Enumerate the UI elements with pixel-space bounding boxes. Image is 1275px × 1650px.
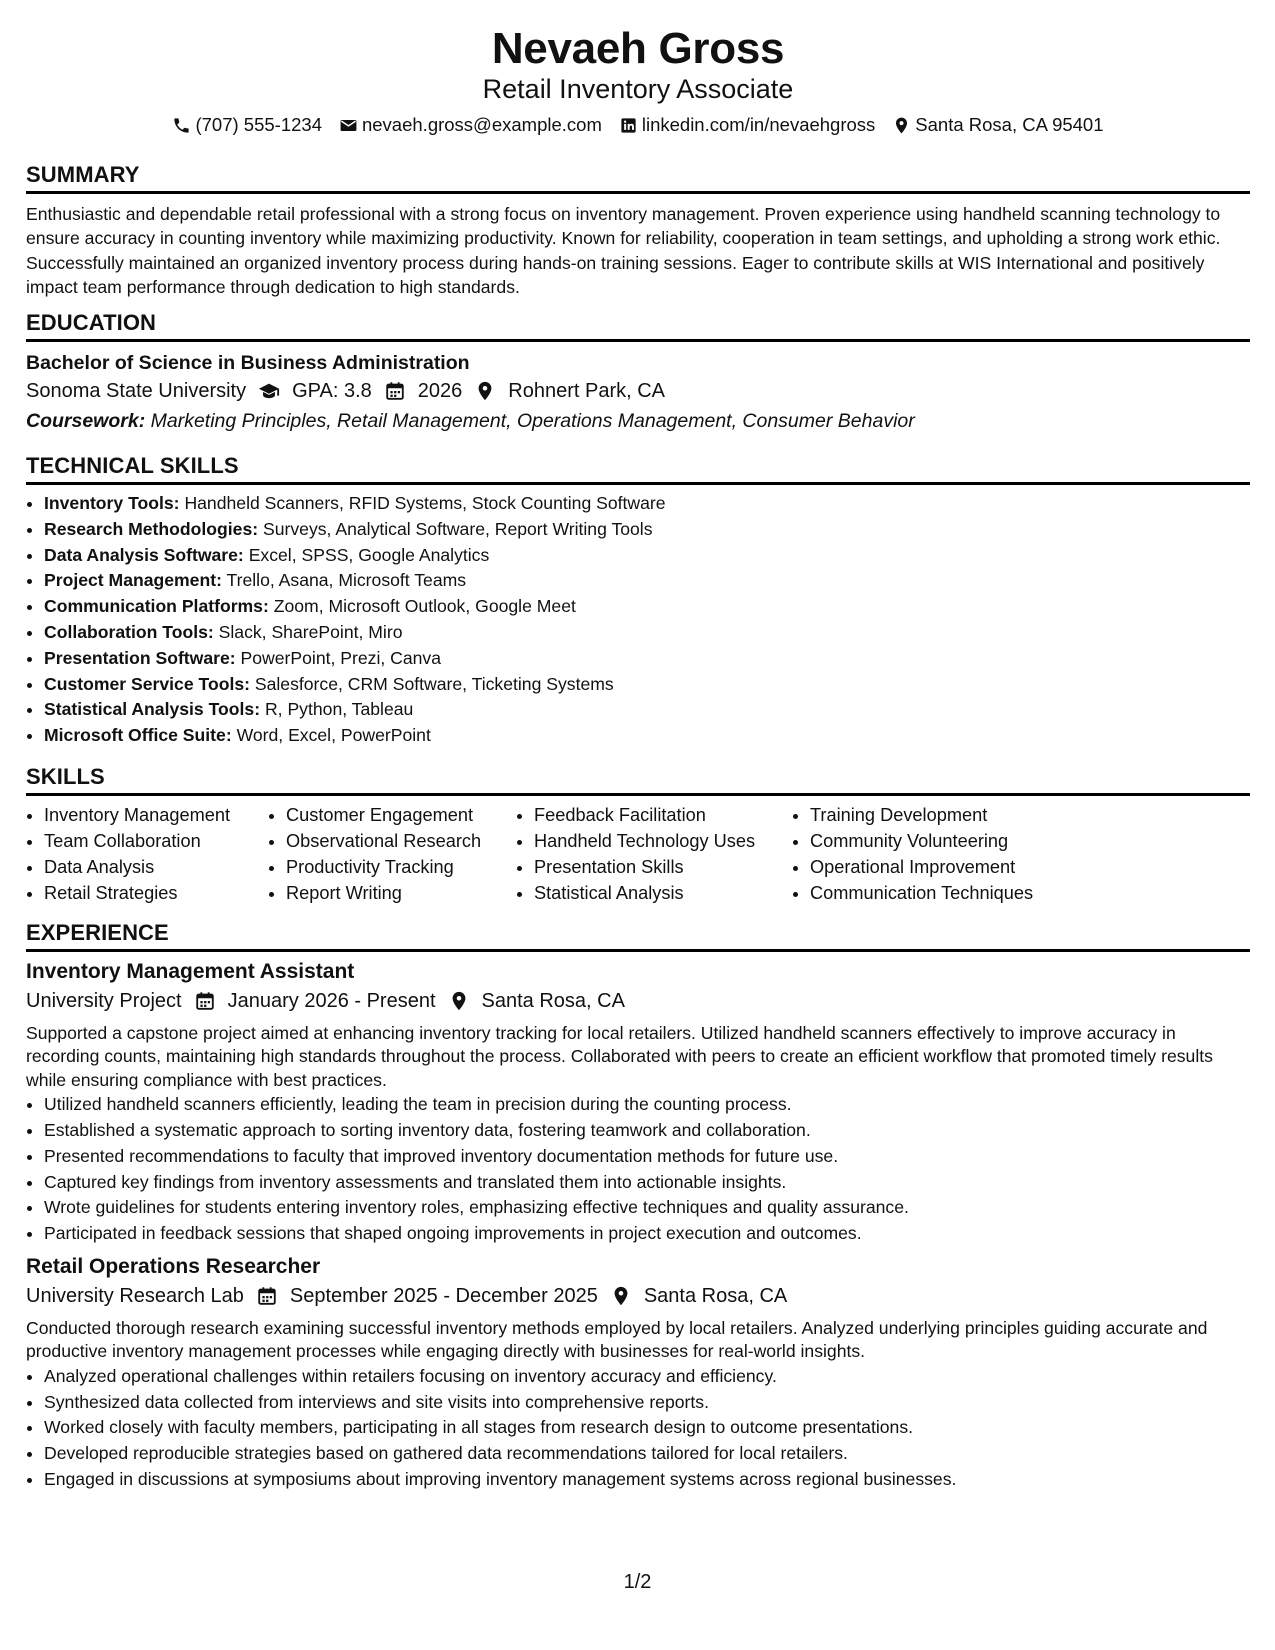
skill-values: PowerPoint, Prezi, Canva [240,647,441,668]
skill-category: Statistical Analysis Tools: [44,699,261,720]
list-item: • Team Collaboration [44,828,268,854]
phone-icon [172,116,191,135]
skill-category: Microsoft Office Suite: [44,725,232,746]
map-pin-icon [448,990,470,1012]
skill-category: Presentation Software: [44,647,236,668]
job-meta [26,1281,1250,1311]
list-item: • Retail Strategies [44,880,268,906]
graduation-year: 2026 [417,380,463,402]
envelope-icon [339,116,358,135]
list-item: • Worked closely with faculty members, participating in all stages from research design to outcome presentations. [44,1415,1250,1441]
list-item: • Data Analysis [44,854,268,880]
list-item: • Wrote guidelines for students entering inventory roles, emphasizing effective techniques and quality assurance. [44,1195,1250,1221]
skill-values: R, Python, Tableau [264,699,414,720]
list-item: • Utilized handheld scanners efficiently, leading the team in precision during the counting process. [44,1092,1250,1118]
list-item: • Developed reproducible strategies based on gathered data recommendations tailored for local retailers. [44,1441,1250,1467]
education-meta [26,376,1250,406]
linkedin-link[interactable]: linkedin.com/in/nevaehgross [641,114,876,135]
list-item [44,672,1250,698]
summary-section [26,162,1250,300]
job-description: Supported a capstone project aimed at enhancing inventory tracking for local retailers. Utilized handheld scanners effectively to improve accuracy in recording counts, maintaining high standards throughout the process. Collaborated with peers to create an efficient workflow that promoted timely results while ensuring compliance with best practices. [26,1023,1213,1090]
list-item [44,723,1250,749]
job-title: Retail Operations Researcher [26,1255,321,1278]
email-link[interactable]: nevaeh.gross@example.com [361,114,602,135]
coursework-line [26,406,1250,436]
skills-column-3 [516,802,792,906]
contact-phone [172,113,322,137]
list-item [44,594,1250,620]
phone-text: (707) 555-1234 [195,114,322,135]
skill-values: Salesforce, CRM Software, Ticketing Systems [254,673,614,694]
coursework-label: Coursework: [26,410,146,432]
list-item: • Operational Improvement [810,854,1110,880]
job-entry [26,958,1250,1247]
technical-skills-section [26,453,1250,749]
skills-column-1 [26,802,268,906]
map-pin-icon [610,1285,632,1307]
calendar-icon [256,1285,278,1307]
list-item: • Handheld Technology Uses [534,828,792,854]
skill-category: Collaboration Tools: [44,621,214,642]
skills-column-4 [792,802,1110,906]
list-item: • Captured key findings from inventory assessments and translated them into actionable insights. [44,1170,1250,1196]
list-item [44,646,1250,672]
job-title: Inventory Management Assistant [26,960,355,983]
skill-category: Data Analysis Software: [44,544,244,565]
job-location: Santa Rosa, CA [481,990,625,1012]
list-item: • Training Development [810,802,1110,828]
list-item [44,543,1250,569]
education-section [26,310,1250,436]
coursework-list: Marketing Principles, Retail Management, Operations Management, Consumer Behavior [150,410,915,432]
list-item: • Statistical Analysis [534,880,792,906]
skill-values: Zoom, Microsoft Outlook, Google Meet [273,596,576,617]
list-item: • Engaged in discussions at symposiums about improving inventory management systems across regional businesses. [44,1467,1250,1493]
linkedin-icon [619,116,638,135]
skills-section [26,764,1250,906]
list-item: • Presentation Skills [534,854,792,880]
list-item [44,568,1250,594]
location-text: Santa Rosa, CA 95401 [915,114,1104,135]
list-item: • Communication Techniques [810,880,1110,906]
list-item: • Analyzed operational challenges within retailers focusing on inventory accuracy and efficiency. [44,1364,1250,1390]
list-item [44,697,1250,723]
skill-values: Excel, SPSS, Google Analytics [248,544,490,565]
skill-values: Handheld Scanners, RFID Systems, Stock Counting Software [184,493,666,513]
list-item [44,491,1250,517]
job-bullets [26,1092,1250,1247]
list-item: • Observational Research [286,828,516,854]
list-item [44,620,1250,646]
candidate-name: Nevaeh Gross [491,24,785,73]
skill-category: Project Management: [44,570,222,591]
gpa-text: GPA: 3.8 [292,380,372,402]
summary-text: Enthusiastic and dependable retail professional with a strong focus on inventory management. Proven experience using handheld scanning technology to ensure accuracy in counting inventory while maximizing productivity. Known for reliability, cooperation in team settings, and upholding a strong work ethic. Successfully maintained an organized inventory process during hands-on training sessions. Eager to contribute skills at WIS International and positively impact team performance through dedication to high standards. [26,204,1221,298]
education-heading: EDUCATION [26,310,1250,342]
job-dates: January 2026 - Present [227,990,436,1012]
list-item: • Productivity Tracking [286,854,516,880]
job-description: Conducted thorough research examining successful inventory methods employed by local retailers. Analyzed underlying principles guiding accurate and productive inventory management processes while engaging directly with businesses for real-world insights. [26,1318,1208,1362]
experience-section [26,920,1250,1493]
skill-values: Trello, Asana, Microsoft Teams [226,570,467,591]
list-item: • Feedback Facilitation [534,802,792,828]
skill-category: Research Methodologies: [44,518,259,539]
list-item: • Participated in feedback sessions that shaped ongoing improvements in project execution and outcomes. [44,1221,1250,1247]
job-organization: University Research Lab [26,1285,244,1307]
skill-category: Communication Platforms: [44,596,269,617]
technical-skills-heading: TECHNICAL SKILLS [26,453,1250,485]
job-entry [26,1253,1250,1493]
list-item: • Established a systematic approach to sorting inventory data, fostering teamwork and collaboration. [44,1118,1250,1144]
calendar-icon [194,990,216,1012]
list-item [44,517,1250,543]
list-item: • Inventory Management [44,802,268,828]
skill-category: Customer Service Tools: [44,673,250,694]
map-pin-icon [892,116,911,135]
contact-bar [26,113,1250,137]
skill-values: Surveys, Analytical Software, Report Writing Tools [263,518,653,539]
job-location: Santa Rosa, CA [643,1285,788,1307]
skills-heading: SKILLS [26,764,1250,796]
skill-category: Inventory Tools: [44,493,180,513]
contact-linkedin[interactable] [619,113,875,137]
list-item: • Customer Engagement [286,802,516,828]
school-location: Rohnert Park, CA [508,380,666,402]
map-pin-icon [474,380,496,402]
job-bullets [26,1364,1250,1493]
list-item: • Presented recommendations to faculty that improved inventory documentation methods for future use. [44,1144,1250,1170]
skill-values: Slack, SharePoint, Miro [218,621,403,642]
job-dates: September 2025 - December 2025 [289,1285,598,1307]
school-name: Sonoma State University [26,380,247,402]
graduation-cap-icon [258,380,280,402]
resume-header [26,24,1250,137]
summary-heading: SUMMARY [26,162,1250,194]
technical-skills-list [26,491,1250,749]
list-item: • Community Volunteering [810,828,1110,854]
page-indicator: 1/2 [623,1571,652,1593]
job-organization: University Project [26,990,182,1012]
skills-column-2 [268,802,516,906]
candidate-title: Retail Inventory Associate [482,74,794,104]
resume-page [26,0,1250,1489]
list-item: • Synthesized data collected from interviews and site visits into comprehensive reports. [44,1390,1250,1416]
skill-values: Word, Excel, PowerPoint [236,725,431,746]
degree-name: Bachelor of Science in Business Administration [26,352,470,374]
skills-grid [26,802,1250,906]
list-item: • Report Writing [286,880,516,906]
experience-heading: EXPERIENCE [26,920,1250,952]
calendar-icon [384,380,406,402]
contact-location [892,113,1103,137]
job-meta [26,986,1250,1016]
contact-email[interactable] [339,113,602,137]
